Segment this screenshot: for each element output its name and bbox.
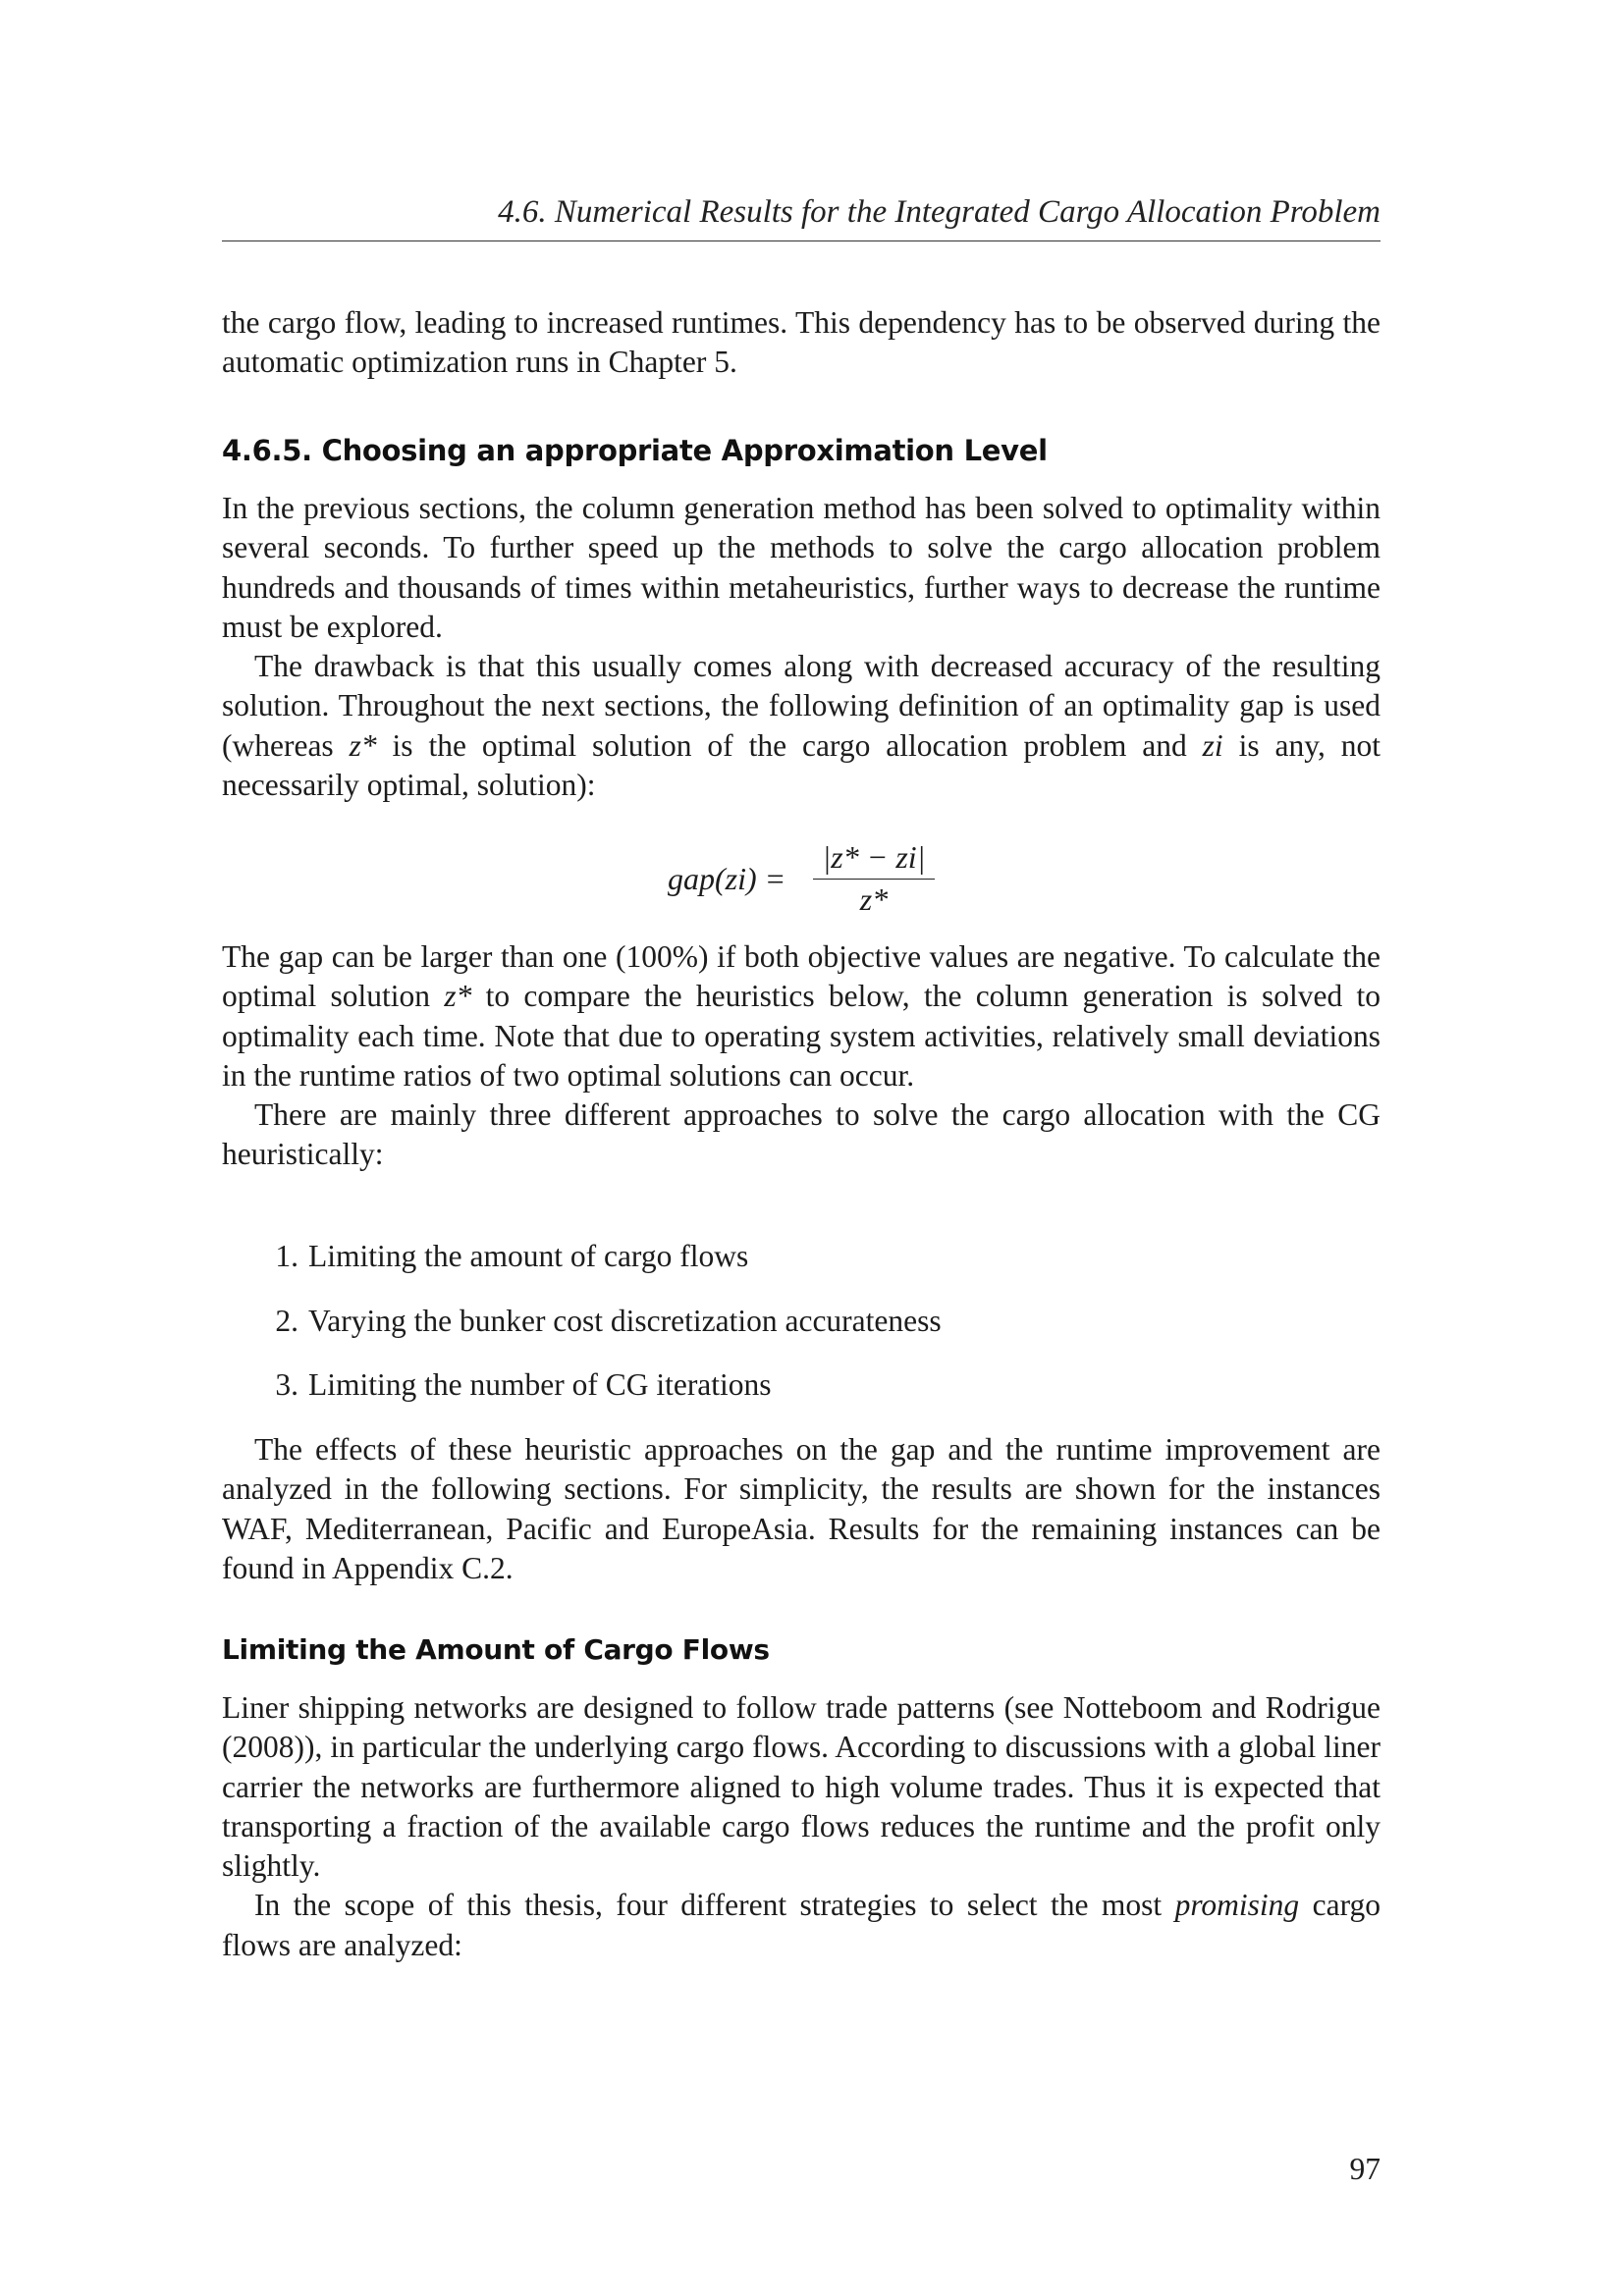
math-zi: zi <box>1202 727 1223 763</box>
list-item: 2. Varying the bunker cost discretization accurateness <box>275 1304 942 1338</box>
subsection-heading: Limiting the Amount of Cargo Flows <box>222 1633 770 1666</box>
paragraph-motivation: In the previous sections, the column generation method has been solved to optimality within several seconds. To further speed up the methods to solve the cargo allocation problem hundreds and thousands of times within metaheuristics, further ways to decrease the runtime must be explored. <box>222 491 1380 644</box>
intro-paragraph <box>222 303 1380 383</box>
section-body-summary <box>222 1430 1380 1588</box>
formula-lhs: gap(zi) = <box>668 861 786 896</box>
running-header: 4.6. Numerical Results for the Integrated Cargo Allocation Problem <box>498 194 1380 230</box>
formula-numerator: |z* − zi| <box>822 839 926 875</box>
paragraph-effects: The effects of these heuristic approaches on the gap and the runtime improvement are analyzed in the following sections. For simplicity, the results are shown for the instances WAF, Mediterranean, Pacific and EuropeAsia. Results for the remaining instances can be found in Appendix C.2. <box>222 1432 1380 1585</box>
math-zstar: z* <box>349 727 377 763</box>
formula-fraction <box>813 837 935 917</box>
intro-text: the cargo flow, leading to increased runtimes. This dependency has to be observed during the automatic optimization runs in Chapter 5. <box>222 305 1380 380</box>
paragraph-strategies: In the scope of this thesis, four different strategies to select the most promising cargo flows are analyzed: <box>222 1888 1380 1962</box>
section-body <box>222 489 1380 805</box>
math-zstar: z* <box>444 979 472 1014</box>
page-number: 97 <box>1349 2152 1380 2186</box>
subsection-body <box>222 1688 1380 1965</box>
paragraph-approaches-intro: There are mainly three different approaches to solve the cargo allocation with the CG heuristically: <box>222 1097 1380 1172</box>
section-heading: 4.6.5. Choosing an appropriate Approximation Level <box>222 434 1048 467</box>
section-body-continued <box>222 937 1380 1175</box>
emphasis-promising: promising <box>1174 1888 1300 1923</box>
list-item: 1. Limiting the amount of cargo flows <box>275 1239 749 1273</box>
header-rule <box>222 240 1380 241</box>
paragraph-gap-definition: The drawback is that this usually comes along with decreased accuracy of the resulting solution. Throughout the next sections, the following definition of an optimality gap is used (whereas z* is the optimal solution of the cargo allocation problem and zi is any, not necessarily optimal, solution): <box>222 649 1380 803</box>
gap-formula <box>668 837 943 916</box>
list-item: 3. Limiting the number of CG iterations <box>275 1367 772 1402</box>
paragraph-gap-notes: The gap can be larger than one (100%) if both objective values are negative. To calculate the optimal solution z* to compare the heuristics below, the column generation is solved to optimality each time. Note that due to operating system activities, relatively small deviations in the runtime ratios of two optimal solutions can occur. <box>222 939 1380 1093</box>
fraction-bar <box>813 879 935 880</box>
paragraph-liner-networks: Liner shipping networks are designed to follow trade patterns (see Notteboom and Rodrigue (2008)), in particular the underlying cargo flows. According to discussions with a global liner carrier the networks are furthermore aligned to high volume trades. Thus it is expected that transporting a fraction of the available cargo flows reduces the runtime and the profit only slightly. <box>222 1690 1380 1884</box>
formula-denominator: z* <box>859 881 889 917</box>
